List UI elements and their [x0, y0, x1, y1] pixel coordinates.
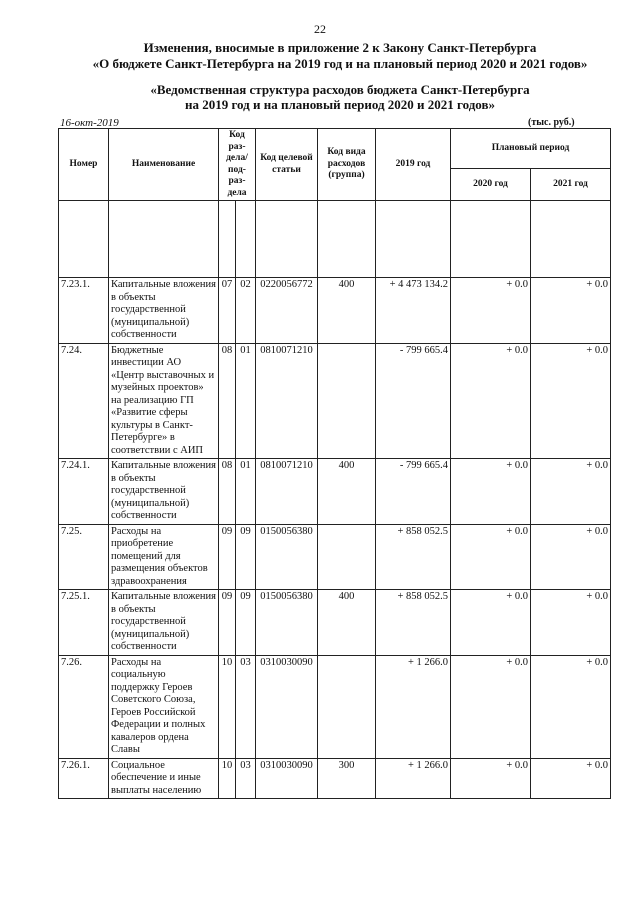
- title-line-1: Изменения, вносимые в приложение 2 к Закону Санкт-Петербурга: [143, 40, 537, 55]
- row-name: Капитальные вложения в объекты государственной (муниципальной) собственности: [109, 278, 219, 344]
- row-amount-2020: + 0.0: [451, 343, 531, 459]
- row-subsection-code: 01: [236, 343, 256, 459]
- row-section-code: 08: [219, 343, 236, 459]
- title-line-2: «О бюджете Санкт-Петербурга на 2019 год и на плановый период 2020 и 2021 годов»: [92, 56, 588, 71]
- header-2021: 2021 год: [531, 168, 611, 200]
- row-target-code: 0310030090: [256, 758, 318, 799]
- row-number: 7.25.1.: [59, 590, 109, 656]
- table-row: [59, 524, 611, 590]
- budget-table: [58, 128, 611, 799]
- row-amount-2021: + 0.0: [531, 459, 611, 525]
- row-subsection-code: 02: [236, 278, 256, 344]
- subtitle-line-1: «Ведомственная структура расходов бюджета Санкт-Петербурга: [150, 82, 530, 97]
- header-target: Код целевой статьи: [256, 129, 318, 201]
- row-amount-2020: + 0.0: [451, 524, 531, 590]
- table-header-row: [59, 129, 611, 169]
- row-section-code: 07: [219, 278, 236, 344]
- row-name: Капитальные вложения в объекты государственной (муниципальной) собственности: [109, 459, 219, 525]
- table-row: [59, 343, 611, 459]
- row-name: Капитальные вложения в объекты государственной (муниципальной) собственности: [109, 590, 219, 656]
- row-subsection-code: 09: [236, 590, 256, 656]
- row-subsection-code: 03: [236, 758, 256, 799]
- row-target-code: 0220056772: [256, 278, 318, 344]
- page-number: 22: [314, 22, 326, 36]
- row-expense-type: 400: [318, 278, 376, 344]
- document-subtitle: [60, 82, 620, 112]
- row-expense-type: [318, 524, 376, 590]
- row-expense-type: 300: [318, 758, 376, 799]
- row-amount-2021: + 0.0: [531, 590, 611, 656]
- row-section-code: 08: [219, 459, 236, 525]
- row-amount-2019: - 799 665.4: [376, 459, 451, 525]
- row-number: 7.26.: [59, 655, 109, 758]
- row-number: 7.25.: [59, 524, 109, 590]
- header-2019: 2019 год: [376, 129, 451, 201]
- table-row: [59, 278, 611, 344]
- row-section-code: 10: [219, 758, 236, 799]
- row-target-code: 0150056380: [256, 590, 318, 656]
- header-section: Код раз-дела/ под-раз-дела: [219, 129, 256, 201]
- row-amount-2019: + 4 473 134.2: [376, 278, 451, 344]
- row-amount-2021: + 0.0: [531, 278, 611, 344]
- row-target-code: 0810071210: [256, 459, 318, 525]
- row-amount-2019: + 858 052.5: [376, 524, 451, 590]
- units-label: (тыс. руб.): [528, 117, 575, 128]
- row-name: Социальное обеспечение и иные выплаты населению: [109, 758, 219, 799]
- row-name: Расходы на приобретение помещений для размещения объектов здравоохранения: [109, 524, 219, 590]
- row-number: 7.24.1.: [59, 459, 109, 525]
- row-target-code: 0150056380: [256, 524, 318, 590]
- document-date: 16-окт-2019: [60, 117, 119, 129]
- row-amount-2021: + 0.0: [531, 758, 611, 799]
- row-subsection-code: 01: [236, 459, 256, 525]
- row-section-code: 10: [219, 655, 236, 758]
- row-expense-type: [318, 655, 376, 758]
- table-row: [59, 758, 611, 799]
- table-row: [59, 655, 611, 758]
- row-amount-2019: + 1 266.0: [376, 758, 451, 799]
- header-spacer-row: [59, 201, 611, 278]
- table-body: [59, 278, 611, 799]
- row-subsection-code: 09: [236, 524, 256, 590]
- row-name: Бюджетные инвестиции АО «Центр выставочных и музейных проектов» на реализацию ГП «Развитие сферы культуры в Санкт-Петербурге» в соответствии с АИП: [109, 343, 219, 459]
- row-amount-2020: + 0.0: [451, 758, 531, 799]
- header-2020: 2020 год: [451, 168, 531, 200]
- row-number: 7.26.1.: [59, 758, 109, 799]
- table-row: [59, 590, 611, 656]
- header-planned-period: Плановый период: [451, 129, 611, 169]
- row-number: 7.23.1.: [59, 278, 109, 344]
- row-expense-type: [318, 343, 376, 459]
- header-name: Наименование: [109, 129, 219, 201]
- row-name: Расходы на социальную поддержку Героев Советского Союза, Героев Российской Федерации и полных кавалеров ордена Славы: [109, 655, 219, 758]
- row-amount-2020: + 0.0: [451, 590, 531, 656]
- row-number: 7.24.: [59, 343, 109, 459]
- row-amount-2019: - 799 665.4: [376, 343, 451, 459]
- subtitle-line-2: на 2019 год и на плановый период 2020 и 2021 годов»: [184, 97, 495, 112]
- row-amount-2020: + 0.0: [451, 459, 531, 525]
- table-row: [59, 459, 611, 525]
- row-target-code: 0810071210: [256, 343, 318, 459]
- row-amount-2019: + 858 052.5: [376, 590, 451, 656]
- document-title: [60, 40, 620, 72]
- row-section-code: 09: [219, 524, 236, 590]
- header-expense-type: Код вида расходов (группа): [318, 129, 376, 201]
- row-target-code: 0310030090: [256, 655, 318, 758]
- row-section-code: 09: [219, 590, 236, 656]
- row-amount-2021: + 0.0: [531, 655, 611, 758]
- row-expense-type: 400: [318, 459, 376, 525]
- row-subsection-code: 03: [236, 655, 256, 758]
- row-amount-2020: + 0.0: [451, 655, 531, 758]
- row-amount-2020: + 0.0: [451, 278, 531, 344]
- row-expense-type: 400: [318, 590, 376, 656]
- row-amount-2021: + 0.0: [531, 524, 611, 590]
- header-number: Номер: [59, 129, 109, 201]
- row-amount-2019: + 1 266.0: [376, 655, 451, 758]
- row-amount-2021: + 0.0: [531, 343, 611, 459]
